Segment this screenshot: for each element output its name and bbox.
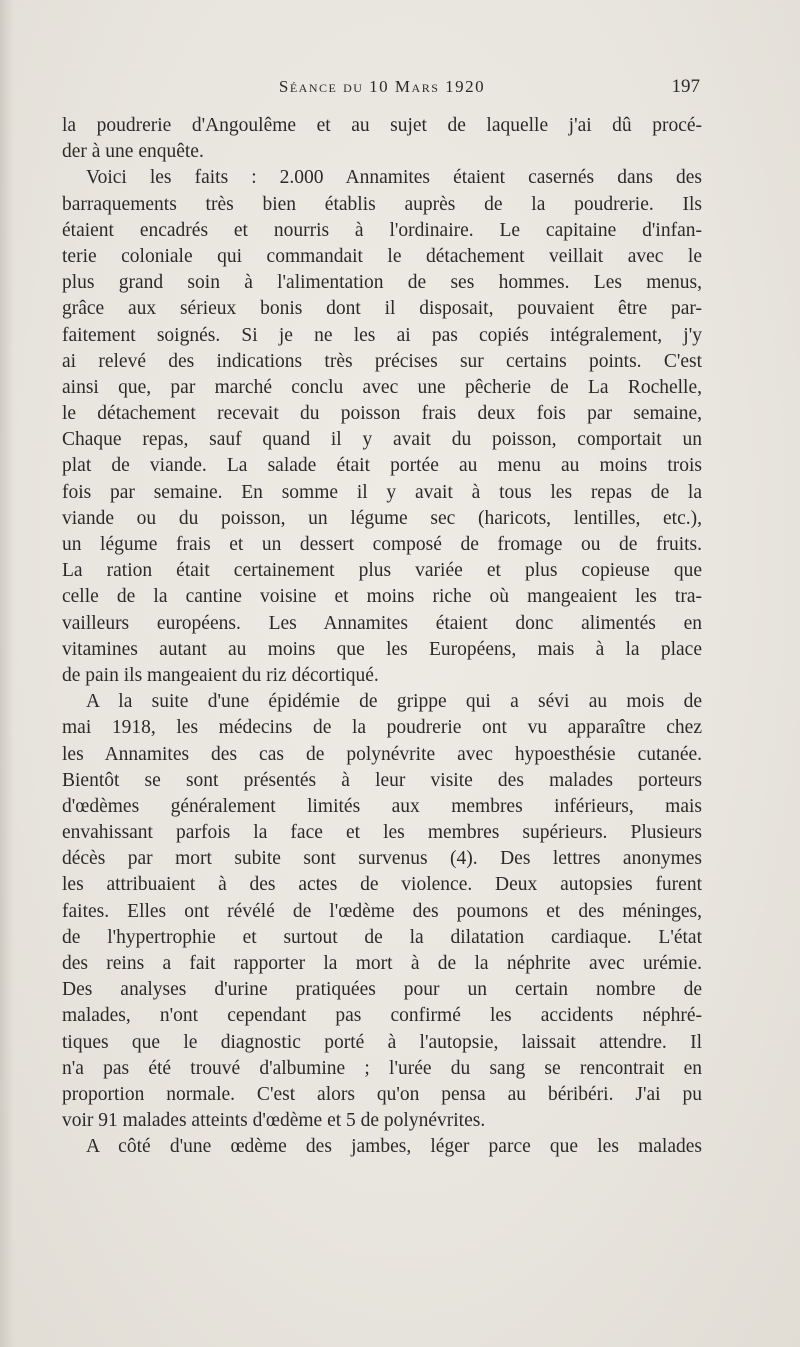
text-line: vailleurs européens. Les Annamites étaient donc alimentés en — [62, 612, 702, 634]
text-line: A côté d'une œdème des jambes, léger parce que les malades — [86, 1136, 702, 1158]
text-line: le détachement recevait du poisson frais deux fois par semaine, — [62, 403, 702, 425]
page-header — [62, 72, 702, 102]
text-line: décès par mort subite sont survenus (4). Des lettres anonymes — [62, 848, 702, 870]
running-head: Séance du 10 Mars 1920 — [278, 77, 486, 96]
text-line: viande ou du poisson, un légume sec (haricots, lentilles, etc.), — [62, 507, 702, 529]
text-line: A la suite d'une épidémie de grippe qui a sévi au mois de — [86, 691, 702, 713]
text-line: plat de viande. La salade était portée au menu au moins trois — [62, 455, 702, 477]
text-line: tiques que le diagnostic porté à l'autopsie, laissait attendre. Il — [62, 1031, 702, 1053]
text-line: ainsi que, par marché conclu avec une pêcherie de La Rochelle, — [62, 376, 702, 398]
text-line: plus grand soin à l'alimentation de ses hommes. Les menus, — [62, 272, 702, 294]
text-line: la poudrerie d'Angoulême et au sujet de laquelle j'ai dû procé- — [62, 115, 702, 136]
text-line: Chaque repas, sauf quand il y avait du poisson, comportait un — [62, 429, 702, 451]
text-line: faites. Elles ont révélé de l'œdème des poumons et des méninges, — [62, 900, 702, 922]
text-line: de l'hypertrophie et surtout de la dilatation cardiaque. L'état — [62, 926, 702, 948]
text-line: un légume frais et un dessert composé de fromage ou de fruits. — [62, 534, 702, 555]
body-text — [62, 113, 702, 1161]
text-line: Des analyses d'urine pratiquées pour un certain nombre de — [62, 979, 702, 1001]
text-line: des reins a fait rapporter la mort à de la néphrite avec urémie. — [62, 953, 702, 974]
text-line: faitement soignés. Si je ne les ai pas copiés intégralement, j'y — [62, 324, 702, 346]
text-line: ai relevé des indications très précises sur certains points. C'est — [62, 350, 702, 372]
text-line: malades, n'ont cependant pas confirmé les accidents néphré- — [62, 1005, 702, 1027]
text-line: voir 91 malades atteints d'œdème et 5 de polynévrites. — [62, 1110, 486, 1132]
text-line: La ration était certainement plus variée et plus copieuse que — [62, 560, 702, 582]
text-line: celle de la cantine voisine et moins riche où mangeaient les tra- — [62, 586, 702, 608]
text-line: fois par semaine. En somme il y avait à tous les repas de la — [62, 481, 702, 503]
binding-shadow — [0, 0, 14, 1347]
text-line: terie coloniale qui commandait le détachement veillait avec le — [62, 245, 702, 267]
text-line: proportion normale. C'est alors qu'on pensa au béribéri. J'ai pu — [62, 1083, 702, 1105]
text-line: mai 1918, les médecins de la poudrerie ont vu apparaître chez — [62, 717, 702, 739]
text-line: barraquements très bien établis auprès de la poudrerie. Ils — [62, 193, 702, 215]
text-line: d'œdèmes généralement limités aux membres inférieurs, mais — [62, 795, 702, 817]
text-line: les Annamites des cas de polynévrite avec hypoesthésie cutanée. — [62, 743, 702, 765]
text-line: de pain ils mangeaient du riz décortiqué. — [62, 664, 379, 686]
text-line: n'a pas été trouvé d'albumine ; l'urée du sang se rencontrait en — [62, 1057, 702, 1079]
text-line: Bientôt se sont présentés à leur visite des malades porteurs — [62, 769, 702, 791]
text-line: vitamines autant au moins que les Européens, mais à la place — [62, 638, 702, 660]
text-line: grâce aux sérieux bonis dont il disposait, pouvaient être par- — [62, 298, 702, 320]
text-line: der à une enquête. — [62, 141, 204, 163]
text-line: envahissant parfois la face et les membres supérieurs. Plusieurs — [62, 822, 702, 844]
text-line: les attribuaient à des actes de violence. Deux autopsies furent — [62, 874, 702, 896]
page-number: 197 — [671, 76, 700, 97]
text-line: étaient encadrés et nourris à l'ordinaire. Le capitaine d'infan- — [62, 219, 702, 241]
text-line: Voici les faits : 2.000 Annamites étaient casernés dans des — [86, 167, 702, 189]
